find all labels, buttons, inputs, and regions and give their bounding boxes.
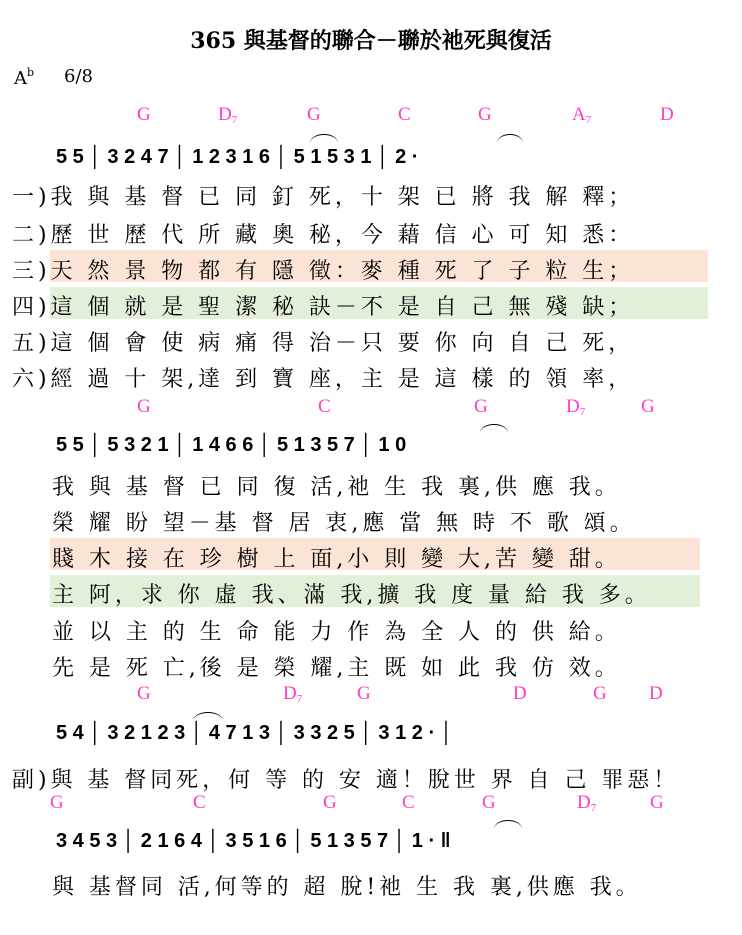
chord: $D_7$	[218, 104, 238, 126]
verse-line: 六)經 過 十 架,達 到 寶 座，主 是 這 樣 的 領 率，	[12, 367, 635, 392]
chord: D	[649, 683, 663, 704]
chord: G	[50, 792, 64, 813]
chord: G	[593, 683, 607, 704]
chord: G	[357, 683, 371, 704]
verse-line: 主 阿，求 你 虛 我、滿 我,擴 我 度 量 給 我 多。	[52, 583, 651, 608]
chord: G	[323, 792, 337, 813]
chord: $A_7$	[572, 104, 592, 126]
chord: C	[402, 792, 415, 813]
verse-line: 賤 木 接 在 珍 樹 上 面,小 則 變 大,苦 變 甜。	[52, 547, 621, 572]
verse-line: 三)天 然 景 物 都 有 隱 徵：麥 種 死 了 子 粒 生；	[12, 259, 635, 284]
slur-mark	[494, 820, 522, 829]
chord: D	[513, 683, 527, 704]
lyric-line: 與 基督同 活,何等的 超 脫!祂 生 我 裏,供應 我。	[52, 875, 642, 900]
chord: C	[193, 792, 206, 813]
time-signature: 6/8	[64, 66, 93, 87]
verse-line: 並 以 主 的 生 命 能 力 作 為 全 人 的 供 給。	[52, 620, 621, 645]
chord: $D_7$	[566, 396, 586, 418]
chord: G	[478, 104, 492, 125]
key-letter: A	[14, 68, 27, 89]
chorus-line: 副)與 基 督同死，何 等 的 安 適！脫世 界 自 己 罪惡！	[12, 768, 680, 793]
chord: D	[660, 104, 674, 125]
verse-line: 四)這 個 就 是 聖 潔 秘 訣－不 是 自 己 無 殘 缺；	[12, 295, 635, 320]
chord: G	[137, 396, 151, 417]
chord: G	[307, 104, 321, 125]
slur-mark	[480, 424, 508, 433]
verse-line: 二)歷 世 歷 代 所 藏 奧 秘，今 藉 信 心 可 知 悉：	[12, 223, 635, 248]
notation-line: 5 4 │ 3 2 1 2 3 │ 4 7 1 3 │ 3 3 2 5 │ 3 1 2 · │	[56, 722, 454, 744]
chord: G	[641, 396, 655, 417]
verse-line: 榮 耀 盼 望－基 督 居 衷,應 當 無 時 不 歌 頌。	[52, 511, 636, 536]
chord: C	[318, 396, 331, 417]
slur-mark	[193, 712, 223, 721]
verse-line: 先 是 死 亡,後 是 榮 耀,主 既 如 此 我 仿 效。	[52, 656, 621, 681]
verse-line: 五)這 個 會 使 病 痛 得 治－只 要 你 向 自 己 死，	[12, 331, 635, 356]
chord: G	[137, 104, 151, 125]
notation-line: 5 5 │ 3 2 4 7 │ 1 2 3 1 6 │ 5 1 5 3 1 │ 2 ·	[56, 146, 419, 168]
chord: G	[650, 792, 664, 813]
chord: C	[398, 104, 411, 125]
chord: G	[474, 396, 488, 417]
chord: G	[137, 683, 151, 704]
key-accidental: b	[27, 66, 35, 79]
hymn-title: 365 與基督的聯合－聯於祂死與復活	[190, 28, 552, 54]
verse-line: 我 與 基 督 已 同 復 活,祂 生 我 裏,供 應 我。	[52, 475, 621, 500]
chord: G	[482, 792, 496, 813]
slur-mark	[310, 134, 338, 143]
slur-mark	[497, 134, 523, 143]
verse-line: 一)我 與 基 督 已 同 釘 死，十 架 已 將 我 解 釋；	[12, 185, 635, 210]
chord: $D_7$	[283, 683, 303, 705]
key-signature	[14, 66, 34, 89]
chord: $D_7$	[577, 792, 597, 814]
notation-line: 5 5 │ 5 3 2 1 │ 1 4 6 6 │ 5 1 3 5 7 │ 1 0	[56, 434, 407, 456]
notation-line: 3 4 5 3 │ 2 1 6 4 │ 3 5 1 6 │ 5 1 3 5 7 │ 1 · ‖	[56, 830, 451, 852]
